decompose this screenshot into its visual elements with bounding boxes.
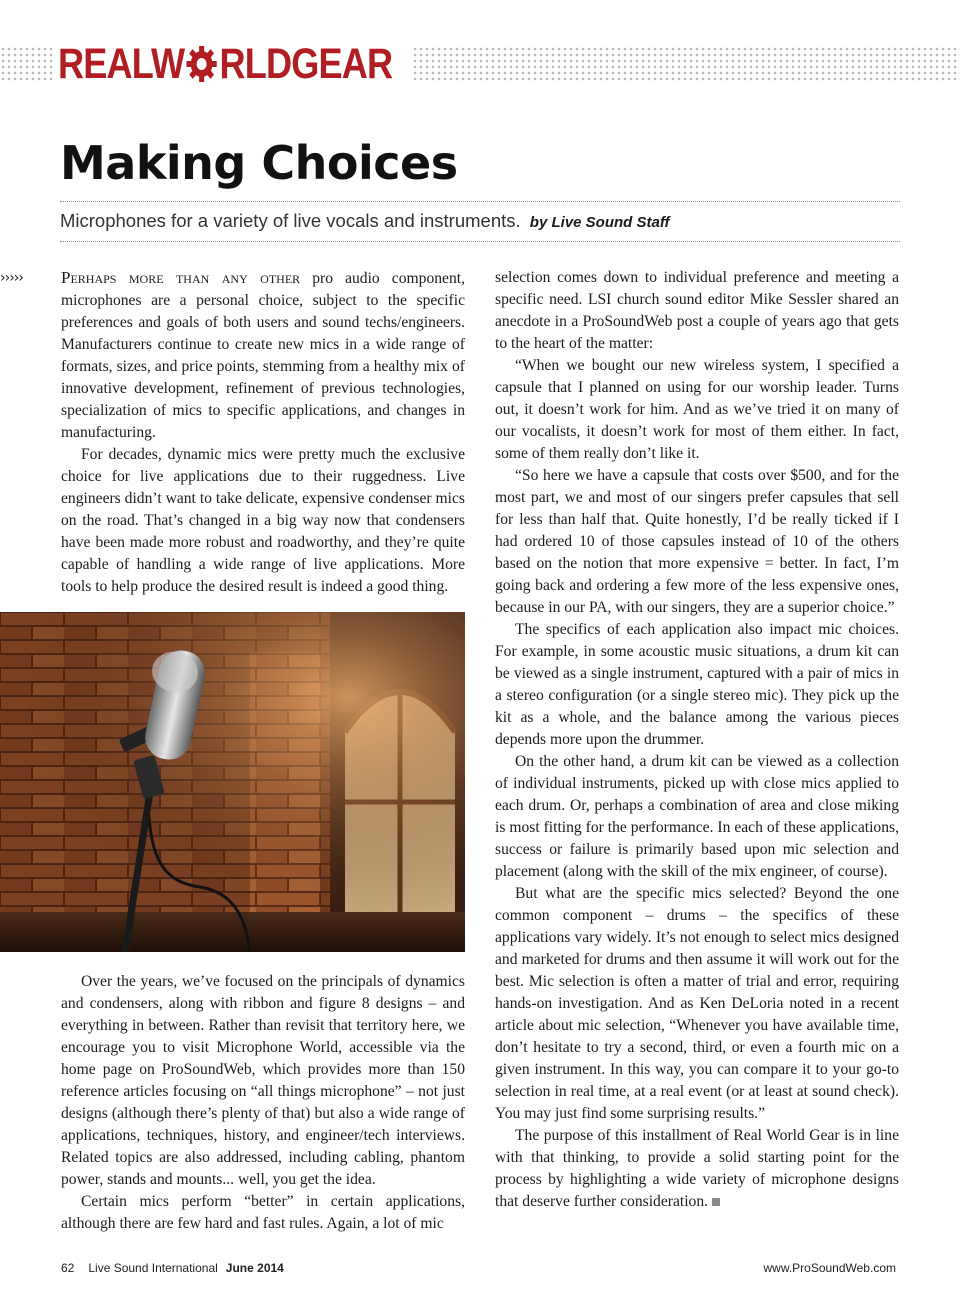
section-header-text-start: REALW (58, 39, 185, 88)
paragraph: “When we bought our new wireless system, I specified a capsule that I planned on using for our worship leader. Turns out, it doesn’t work for him. And as we’ve tried it on many of our vocalists, it doesn’t work for most of them either. In fact, some of them really don’t like it. (495, 357, 899, 462)
paragraph: For decades, dynamic mics were pretty much the exclusive choice for live applications due to their ruggedness. Live engineers didn’t want to take delicate, expensive condenser mics on the road. That’s changed in a big way now that condensers have been made more robust and roadworthy, and they’re quite capable of handling a wide range of live applications. More tools to help produce the desired result is indeed a good thing. (61, 446, 465, 595)
paragraph: The specifics of each application also impact mic choices. For example, in some acoustic music situations, a drum kit can be viewed as a single instrument, captured with a pair of mics in a stereo configuration (or a single stereo mic). They pick up the kit as a whole, and the balance among the various pieces depends more upon the drummer. (495, 621, 899, 748)
left-column-bottom (61, 971, 465, 1235)
header-dot-pattern-right (412, 46, 960, 82)
footer-left (61, 1261, 284, 1275)
byline-author: Live Sound Staff (551, 214, 670, 231)
paragraph: Certain mics perform “better” in certain applications, although there are few hard and fast rules. Again, a lot of mic (61, 1193, 465, 1232)
end-mark-icon (712, 1198, 720, 1206)
section-header (58, 40, 392, 88)
microphone-photo (0, 612, 465, 952)
left-column-top (61, 267, 465, 598)
lead-arrows-icon: ››››› (0, 270, 23, 286)
paragraph: Over the years, we’ve focused on the principals of dynamics and condensers, along with ribbon and figure 8 designs – and everything in between. Rather than revisit that territory here, we encourage you to visit Microphone World, accessible via the home page on ProSoundWeb, which provides more than 150 reference articles focusing on “all things microphone” – not just designs (although there’s plenty of that) but also a wide range of applications, techniques, history, and engineer/tech interviews. Related topics are also addressed, including cabling, phantom power, stands and mounts... well, you get the idea. (61, 973, 465, 1188)
paragraph: “So here we have a capsule that costs over $500, and for the most part, we and most of our singers prefer capsules that sell for less than half that. Quite honestly, I’d be really ticked if I had ordered 10 of those capsules instead of 10 of the others based on the notion that more expensive = better. In fact, I’m going back and ordering a few more of the less expensive ones, because in our PA, with our singers, they are a superior choice.” (495, 467, 899, 616)
article-title: Making Choices (60, 136, 458, 190)
issue-date: June 2014 (225, 1261, 284, 1275)
microphone-photo-image (0, 612, 465, 952)
lead-in: Perhaps more than any other (61, 268, 301, 287)
paragraph: selection comes down to individual preference and meeting a specific need. LSI church sound editor Mike Sessler shared an anecdote in a ProSoundWeb post a couple of years ago that gets to the heart of the matter: (495, 269, 899, 352)
page-number: 62 (61, 1261, 75, 1275)
gear-icon (185, 44, 219, 84)
title-divider-top (60, 201, 900, 202)
footer-website-link[interactable]: www.ProSoundWeb.com (763, 1261, 896, 1275)
paragraph: The purpose of this installment of Real World Gear is in line with that thinking, to provide a solid starting point for the process by highlighting a wide variety of microphone designs that deserve further consideration. (495, 1127, 899, 1210)
paragraph: Perhaps more than any other pro audio component, microphones are a personal choice, subject to the specific preferences and goals of both users and sound techs/engineers. Manufacturers continue to create new mics in a wide range of formats, sizes, and price points, stemming from a healthy mix of innovative development, refinement of previous technologies, specialization of mics to specific applications, and changes in manufacturing. (61, 268, 465, 441)
paragraph: But what are the specific mics selected? Beyond the one common component – drums – the specifics of these applications vary widely. It’s not enough to select mics designed and marketed for drums and then assume it will work out for the best. Mic selection is often a matter of trial and error, requiring hands-on investigation. And as Ken DeLoria noted in a recent article about mic selection, “Whenever you have available time, don’t hesitate to try a second, third, or even a fourth mic on a given instrument. In this way, you can compare it to your go-to selection in real time, at a real event (or at least at sound check). You may just find some surprising results.” (495, 885, 899, 1122)
paragraph: On the other hand, a drum kit can be viewed as a collection of individual instruments, picked up with close mics applied to each drum. Or, perhaps a combination of area and close miking is most fitting for the performance. In each of these applications, success or failure is primarily based upon mic selection and placement (along with the skill of the mix engineer, of course). (495, 753, 899, 880)
article-subtitle: Microphones for a variety of live vocals and instruments. (60, 210, 521, 231)
section-header-text-end: RLDGEAR (219, 39, 393, 88)
right-column (495, 267, 899, 1213)
article-subtitle-line (60, 210, 670, 232)
header-dot-pattern-left (0, 46, 52, 82)
publication-name: Live Sound International (88, 1261, 218, 1275)
byline: by Live Sound Staff (529, 214, 670, 231)
title-divider-bottom (60, 241, 900, 242)
